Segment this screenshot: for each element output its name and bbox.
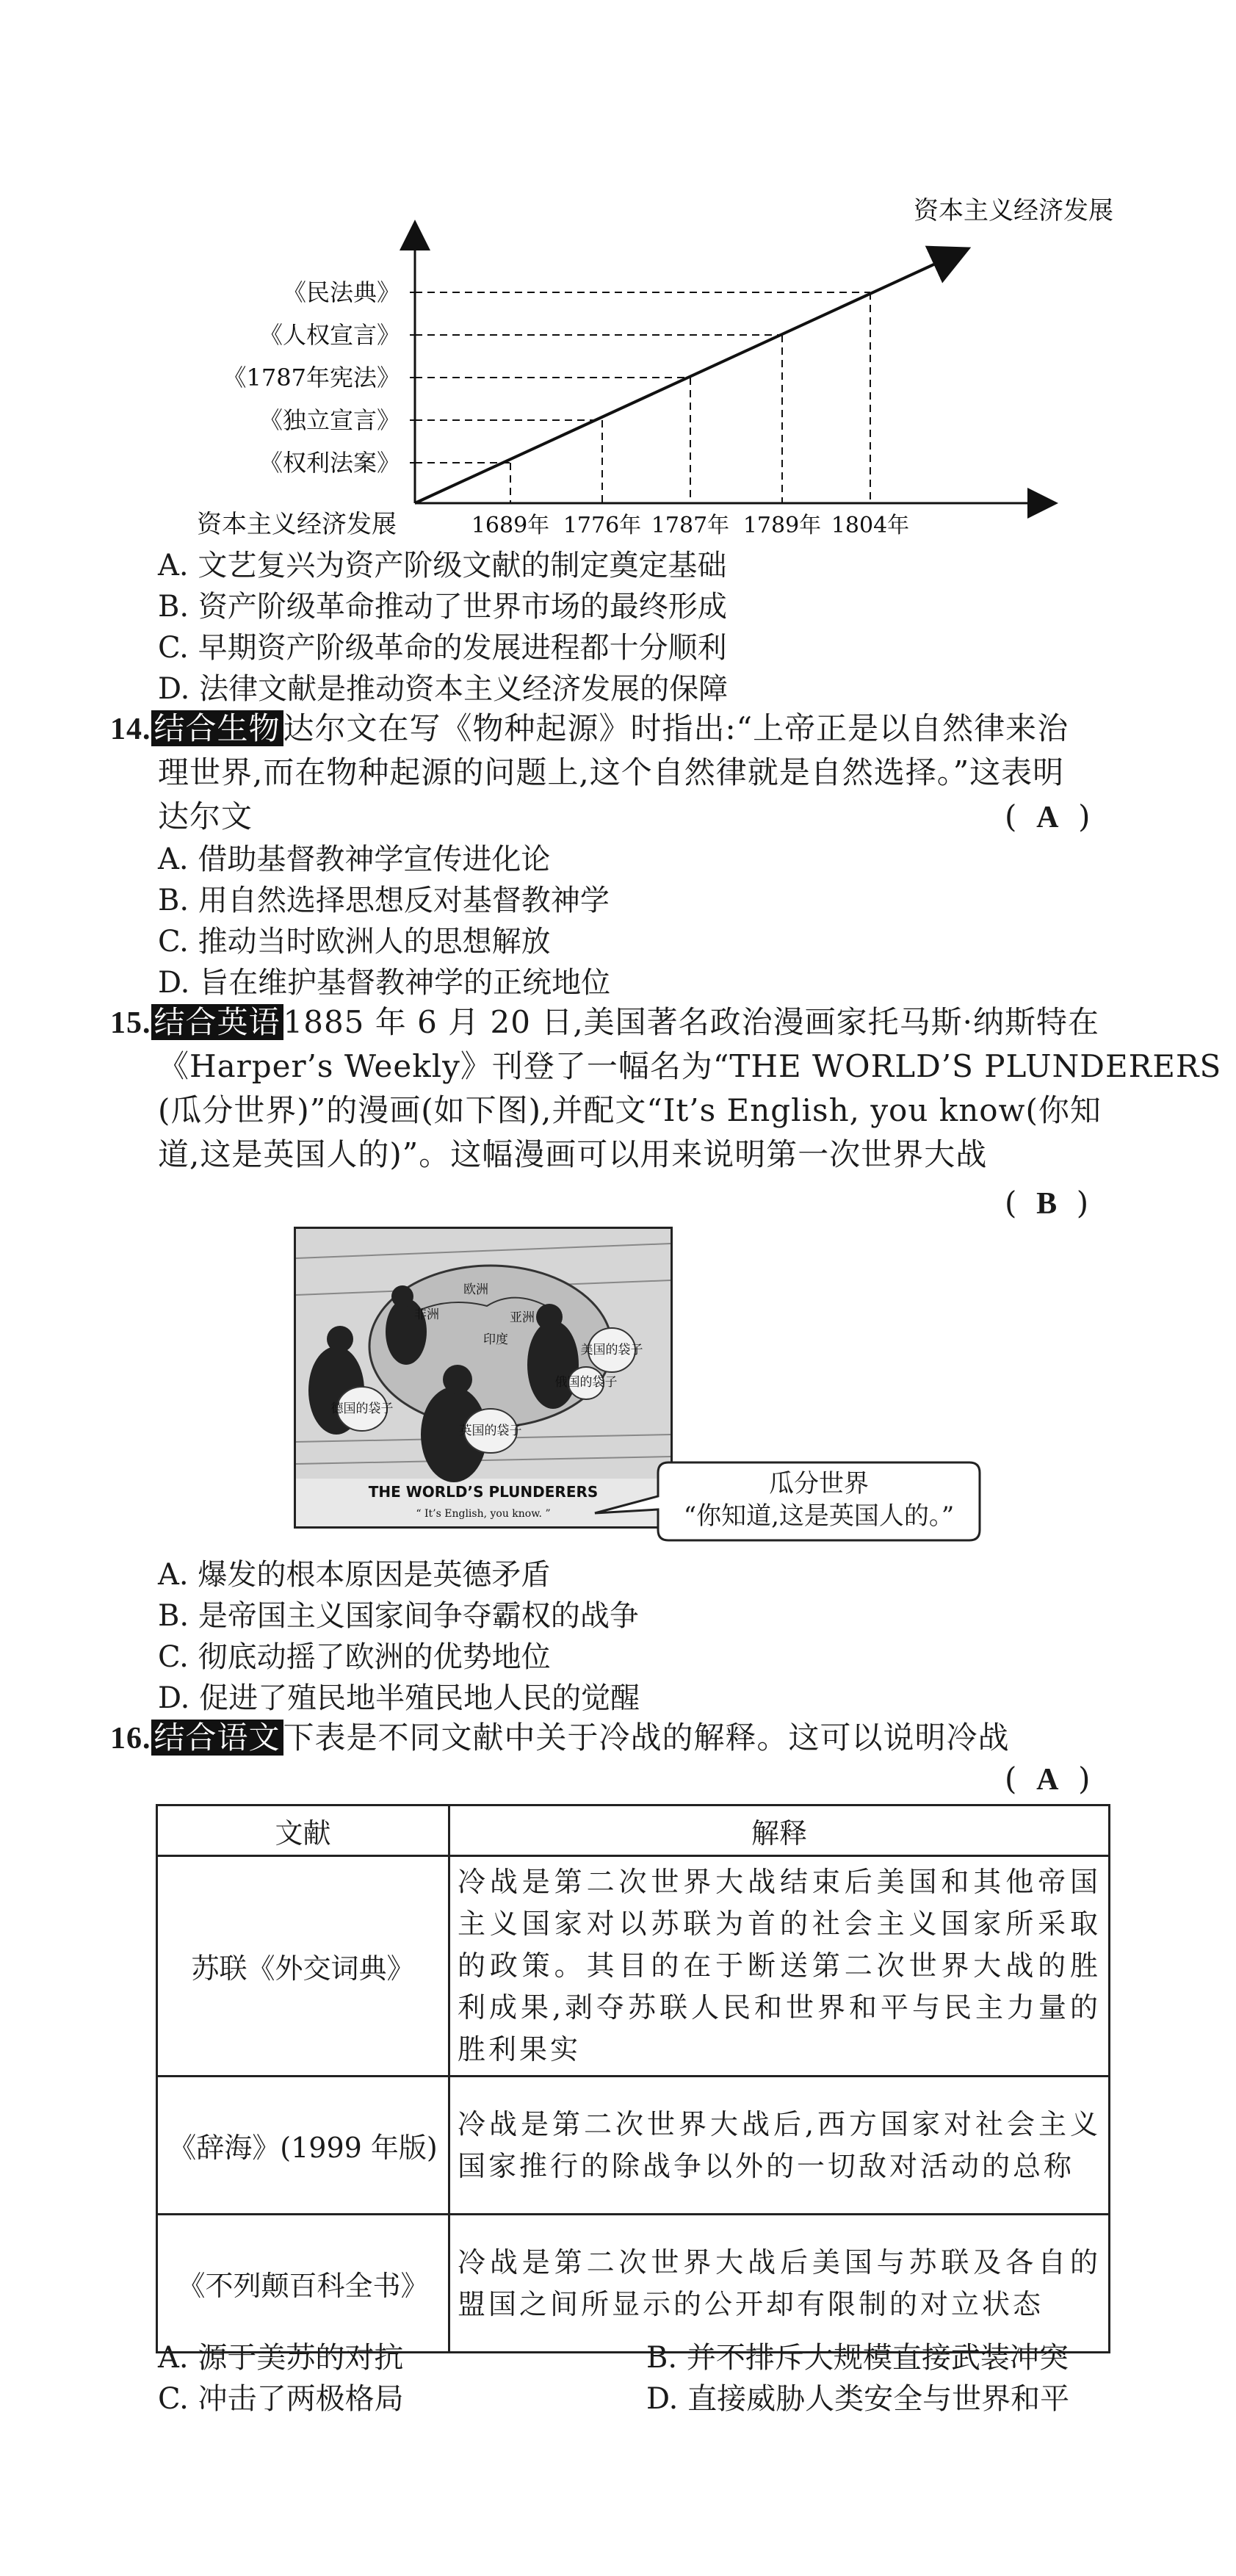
table-cell-explanation: 冷战是第二次世界大战后美国与苏联及各自的盟国之间所显示的公开却有限制的对立状态: [449, 2215, 1110, 2353]
q14-stem-line2: 理世界,而在物种起源的问题上,这个自然律就是自然选择。”这表明: [158, 754, 1065, 790]
cartoon-label-germany-bag: 德国的袋子: [330, 1401, 394, 1416]
economy-documents-chart: [176, 184, 1116, 551]
q16-option-d: D. 直接威胁人类安全与世界和平: [646, 2382, 1070, 2416]
q13-option-a: A. 文艺复兴为资产阶级文献的制定奠定基础: [158, 549, 727, 582]
q14-option-c: C. 推动当时欧洲人的思想解放: [158, 925, 551, 959]
table-cell-source: 苏联《外交词典》: [157, 1856, 449, 2077]
cartoon-label-africa: 非洲: [414, 1307, 439, 1322]
q13-option-d: D. 法律文献是推动资本主义经济发展的保障: [158, 672, 729, 706]
cartoon-label-us-bag: 美国的袋子: [580, 1343, 643, 1357]
q14-stem-line1: 14.结合生物达尔文在写《物种起源》时指出:“上帝正是以自然律来治: [110, 710, 1069, 746]
q15-option-b: B. 是帝国主义国家间争夺霸权的战争: [158, 1599, 639, 1633]
x-tick-label: 1787年: [651, 513, 730, 538]
q15-stem-line3: (瓜分世界)”的漫画(如下图),并配文“It’s English, you know(你知: [158, 1092, 1102, 1128]
q15-tag: 结合英语: [151, 1004, 283, 1040]
q15-option-d: D. 促进了殖民地半殖民地人民的觉醒: [158, 1681, 640, 1715]
q14-number: 14.: [110, 712, 151, 746]
y-tick-label: 《权利法案》: [259, 449, 400, 477]
q13-option-c: C. 早期资产阶级革命的发展进程都十分顺利: [158, 631, 727, 665]
cartoon-label-britain-bag: 英国的袋子: [459, 1424, 522, 1438]
chart-title: 资本主义经济发展: [914, 196, 1113, 226]
speech-bubble-line2: “你知道,这是英国人的。”: [683, 1501, 955, 1531]
q16-option-c: C. 冲击了两极格局: [158, 2382, 404, 2416]
q14-option-a: A. 借助基督教神学宣传进化论: [158, 843, 551, 876]
table-cell-source: 《辞海》(1999 年版): [157, 2077, 449, 2215]
q15-stem-line4: 道,这是英国人的)”。这幅漫画可以用来说明第一次世界大战: [158, 1136, 988, 1172]
q13-option-b: B. 资产阶级革命推动了世界市场的最终形成: [158, 590, 727, 624]
x-tick-label: 1789年: [742, 513, 822, 538]
q16-stem-line1: 16.结合语文下表是不同文献中关于冷战的解释。这可以说明冷战: [110, 1720, 1010, 1756]
cartoon-caption: THE WORLD’S PLUNDERERS: [368, 1483, 599, 1501]
q16-answer: ( A ): [1005, 1761, 1091, 1797]
x-tick-label: 1804年: [831, 513, 910, 538]
y-tick-label: 《1787年宪法》: [223, 364, 400, 392]
q14-option-d: D. 旨在维护基督教神学的正统地位: [158, 966, 611, 1000]
q16-option-a: A. 源于美苏的对抗: [158, 2341, 404, 2375]
q16-option-b: B. 并不排斥大规模直接武装冲突: [646, 2341, 1069, 2375]
q15-option-a: A. 爆发的根本原因是英德矛盾: [158, 1558, 551, 1592]
y-tick-label: 《人权宣言》: [259, 321, 400, 349]
cartoon-label-asia: 亚洲: [510, 1310, 535, 1325]
x-tick-label: 1776年: [563, 513, 642, 538]
y-tick-label: 《独立宣言》: [259, 406, 400, 434]
cartoon-label-russia-bag: 俄国的袋子: [554, 1375, 618, 1390]
table-cell-explanation: 冷战是第二次世界大战结束后美国和其他帝国主义国家对以苏联为首的社会主义国家所采取的政策。其目的在于断送第二次世界大战的胜利成果,剥夺苏联人民和世界和平与民主力量的胜利果实: [449, 1856, 1110, 2077]
q14-option-b: B. 用自然选择思想反对基督教神学: [158, 884, 610, 917]
x-axis-label: 资本主义经济发展: [197, 510, 397, 539]
q15-stem-line1: 15.结合英语1885 年 6 月 20 日,美国著名政治漫画家托马斯·纳斯特在: [110, 1004, 1100, 1040]
q15-stem-line2: 《Harper’s Weekly》刊登了一幅名为“THE WORLD’S PLUNDERERS: [158, 1048, 1222, 1084]
q14-answer: ( A ): [1005, 798, 1091, 834]
table-row: [157, 2215, 1110, 2353]
q15-option-c: C. 彻底动摇了欧洲的优势地位: [158, 1640, 551, 1674]
y-tick-label: 《民法典》: [282, 278, 400, 306]
cartoon-label-india: 印度: [483, 1332, 508, 1347]
table-cell-explanation: 冷战是第二次世界大战后,西方国家对社会主义国家推行的除战争以外的一切敌对活动的总称: [449, 2077, 1110, 2215]
cold-war-definitions-table: [156, 1804, 1110, 2353]
q16-number: 16.: [110, 1722, 151, 1756]
table-header-source: 文献: [157, 1805, 449, 1856]
q15-answer: ( B ): [1005, 1185, 1089, 1221]
q14-stem-line3: 达尔文: [158, 798, 253, 834]
table-cell-source: 《不列颠百科全书》: [157, 2215, 449, 2353]
speech-bubble-line1: 瓜分世界: [769, 1469, 869, 1498]
cartoon-label-europe: 欧洲: [463, 1282, 488, 1297]
q16-tag: 结合语文: [151, 1720, 283, 1756]
cartoon-subcaption: “ It’s English, you know. ”: [416, 1508, 551, 1520]
q15-number: 15.: [110, 1006, 151, 1040]
table-row: [157, 1856, 1110, 2077]
x-tick-label: 1689年: [471, 513, 550, 538]
table-header-row: [157, 1805, 1110, 1856]
table-row: [157, 2077, 1110, 2215]
table-header-explanation: 解释: [449, 1805, 1110, 1856]
q14-tag: 结合生物: [151, 710, 283, 746]
